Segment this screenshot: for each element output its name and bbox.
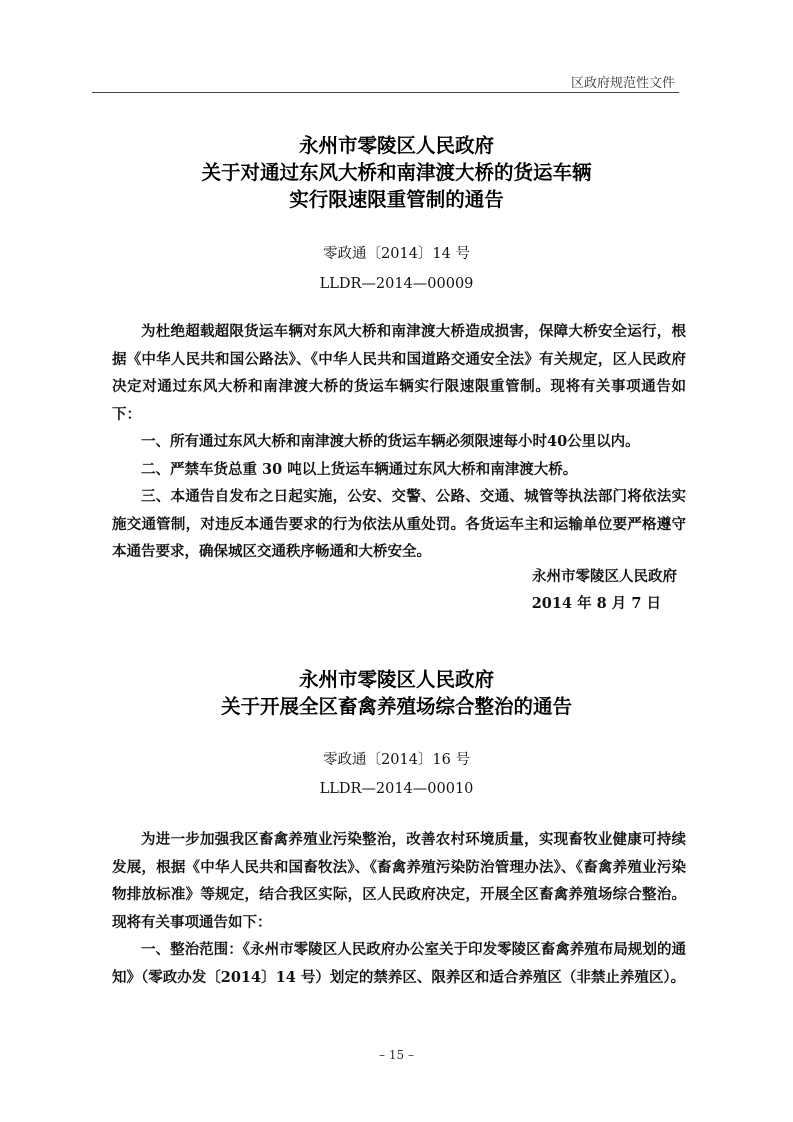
notice1-body xyxy=(112,318,686,566)
running-header: 区政府规范性文件 xyxy=(570,76,675,91)
notice1-intro: 为杜绝超载超限货运车辆对东风大桥和南津渡大桥造成损害，保障大桥安全运行，根据《中华人民共和国公路法》、《中华人民共和国道路交通安全法》有关规定，区人民政府决定对通过东风大桥和南津渡大桥的货运车辆实行限速限重管制。现将有关事项通告如下： xyxy=(112,323,686,423)
notice1-title-line-1: 永州市零陵区人民政府 xyxy=(298,134,494,157)
notice2-item-1 xyxy=(112,936,686,991)
notice1-date: 2014 年 8 月 7 日 xyxy=(531,595,661,612)
notice1-title-line-3: 实行限速限重管制的通告 xyxy=(289,188,504,211)
notice2-title xyxy=(0,666,793,720)
notice2-doc-number: 零政通〔2014〕16 号 xyxy=(323,752,470,768)
notice1-item-3: 三、本通告自发布之日起实施，公安、交警、公路、交通、城管等执法部门将依法实施交通管制，对违反本通告要求的行为依法从重处罚。各货运车主和运输单位要严格遵守本通告要求，确保城区交通秩序畅通和大桥安全。 xyxy=(112,488,686,560)
notice2-reg-number: LLDR—2014—00010 xyxy=(319,781,474,797)
notice2-title-line-1: 永州市零陵区人民政府 xyxy=(298,668,494,691)
notice2-title-line-2: 关于开展全区畜禽养殖场综合整治的通告 xyxy=(220,695,572,718)
notice2-item-1-label: 一、整治范围： xyxy=(141,941,243,958)
notice1-doc-number: 零政通〔2014〕14 号 xyxy=(323,246,470,262)
notice2-item-1-text: 《永州市零陵区人民政府办公室关于印发零陵区畜禽养殖布局规划的通知》（零政办发〔2014〕14 号）划定的禁养区、限养区和适合养殖区（非禁止养殖区）。 xyxy=(112,941,687,986)
notice1-title-line-2: 关于对通过东风大桥和南津渡大桥的货运车辆 xyxy=(201,161,592,184)
notice1-title xyxy=(0,132,793,213)
header-rule xyxy=(92,92,679,93)
notice1-item-1: 一、所有通过东风大桥和南津渡大桥的货运车辆必须限速每小时40公里以内。 xyxy=(141,433,640,450)
notice1-signature: 永州市零陵区人民政府 xyxy=(532,568,677,585)
page-number: – 15 – xyxy=(379,1048,414,1062)
notice1-reg-number: LLDR—2014—00009 xyxy=(319,276,474,292)
notice2-body xyxy=(112,826,686,991)
notice2-intro: 为进一步加强我区畜禽养殖业污染整治，改善农村环境质量，实现畜牧业健康可持续发展，根据《中华人民共和国畜牧法》、《畜禽养殖污染防治管理办法》、《畜禽养殖业污染物排放标准》等规定，结合我区实际，区人民政府决定，开展全区畜禽养殖场综合整治。现将有关事项通告如下： xyxy=(112,831,686,931)
notice1-item-2: 二、严禁车货总重 30 吨以上货运车辆通过东风大桥和南津渡大桥。 xyxy=(141,460,578,478)
